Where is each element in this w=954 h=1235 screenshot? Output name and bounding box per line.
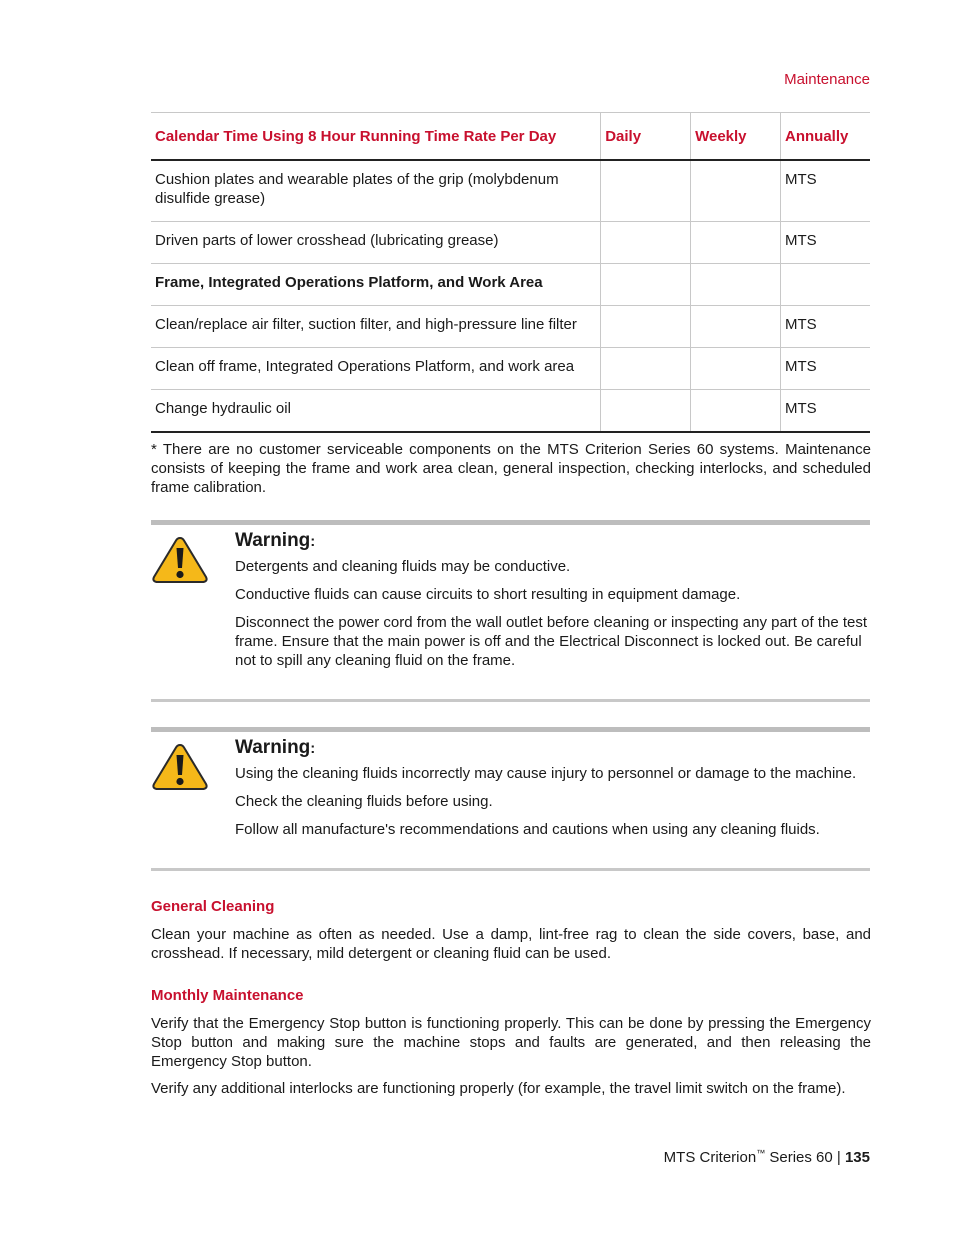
- warning-text: Check the cleaning fluids before using.: [235, 793, 493, 810]
- running-head: Maintenance: [784, 71, 870, 88]
- daily-cell: [601, 264, 691, 306]
- table-footnote: * There are no customer serviceable components on the MTS Criterion Series 60 systems. Maintenance consists of keeping the frame and work area clean, general inspection, checking interlocks, and scheduled frame calibration.: [151, 441, 871, 496]
- header-daily: Daily: [601, 113, 691, 161]
- weekly-cell: [691, 348, 781, 390]
- task-cell: Cushion plates and wearable plates of the grip (molybdenum disulfide grease): [151, 160, 601, 222]
- page-number: 135: [844, 1149, 870, 1166]
- annually-cell: MTS: [781, 390, 870, 433]
- table-row: [151, 348, 870, 390]
- header-calendar-time: Calendar Time Using 8 Hour Running Time Rate Per Day: [151, 113, 601, 161]
- warning-text: Follow all manufacture's recommendations and cautions when using any cleaning fluids.: [235, 821, 820, 838]
- daily-cell: [601, 348, 691, 390]
- maintenance-schedule-table: [151, 112, 870, 433]
- table-subheading-row: [151, 264, 870, 306]
- warning-text: Using the cleaning fluids incorrectly may cause injury to personnel or damage to the machine.: [235, 765, 857, 782]
- annually-cell: MTS: [781, 222, 870, 264]
- warning-text: Detergents and cleaning fluids may be conductive.: [235, 558, 571, 575]
- header-weekly: Weekly: [691, 113, 781, 161]
- warning-title: Warning:: [235, 530, 316, 551]
- section-heading-general-cleaning: General Cleaning: [151, 898, 275, 915]
- warning-triangle-icon: [151, 535, 209, 585]
- header-annually: Annually: [781, 113, 870, 161]
- annually-cell: [781, 264, 870, 306]
- warning-text: Disconnect the power cord from the wall outlet before cleaning or inspecting any part of the test frame. Ensure that the main power is off and the Electrical Disconnect is locked out. Be careful not to spill any cleaning fluid on the frame.: [235, 614, 868, 669]
- daily-cell: [601, 222, 691, 264]
- warning-box-conductive: [151, 520, 870, 702]
- task-cell: Clean off frame, Integrated Operations Platform, and work area: [151, 348, 601, 390]
- weekly-cell: [691, 264, 781, 306]
- section-heading-monthly-maintenance: Monthly Maintenance: [151, 987, 304, 1004]
- task-cell: Frame, Integrated Operations Platform, and Work Area: [151, 264, 601, 306]
- monthly-maintenance-text: Verify that the Emergency Stop button is functioning properly. This can be done by pressing the Emergency Stop button and making sure the machine stops and faults are generated, and then releasing the Emergency Stop button.: [151, 1015, 871, 1070]
- weekly-cell: [691, 160, 781, 222]
- daily-cell: [601, 390, 691, 433]
- page-footer: [664, 1148, 870, 1166]
- weekly-cell: [691, 306, 781, 348]
- table-row: [151, 390, 870, 433]
- table-row: [151, 222, 870, 264]
- daily-cell: [601, 306, 691, 348]
- warning-title: Warning:: [235, 737, 316, 758]
- task-cell: Driven parts of lower crosshead (lubricating grease): [151, 222, 601, 264]
- task-cell: Clean/replace air filter, suction filter, and high-pressure line filter: [151, 306, 601, 348]
- footer-product: MTS Criterion: [663, 1149, 757, 1166]
- table-row: [151, 306, 870, 348]
- footer-series: Series 60 |: [765, 1149, 845, 1166]
- table-header-row: [151, 113, 870, 161]
- annually-cell: MTS: [781, 348, 870, 390]
- warning-box-cleaning-fluids: [151, 727, 870, 871]
- warning-text: Conductive fluids can cause circuits to short resulting in equipment damage.: [235, 586, 741, 603]
- general-cleaning-text: Clean your machine as often as needed. Use a damp, lint-free rag to clean the side covers, base, and crosshead. If necessary, mild detergent or cleaning fluid can be used.: [151, 926, 871, 962]
- trademark-symbol: ™: [756, 1148, 766, 1158]
- annually-cell: MTS: [781, 306, 870, 348]
- weekly-cell: [691, 222, 781, 264]
- daily-cell: [601, 160, 691, 222]
- warning-triangle-icon: [151, 742, 209, 792]
- table-row: [151, 160, 870, 222]
- weekly-cell: [691, 390, 781, 433]
- task-cell: Change hydraulic oil: [151, 390, 601, 433]
- annually-cell: MTS: [781, 160, 870, 222]
- monthly-maintenance-interlocks-text: Verify any additional interlocks are functioning properly (for example, the travel limit switch on the frame).: [151, 1080, 846, 1097]
